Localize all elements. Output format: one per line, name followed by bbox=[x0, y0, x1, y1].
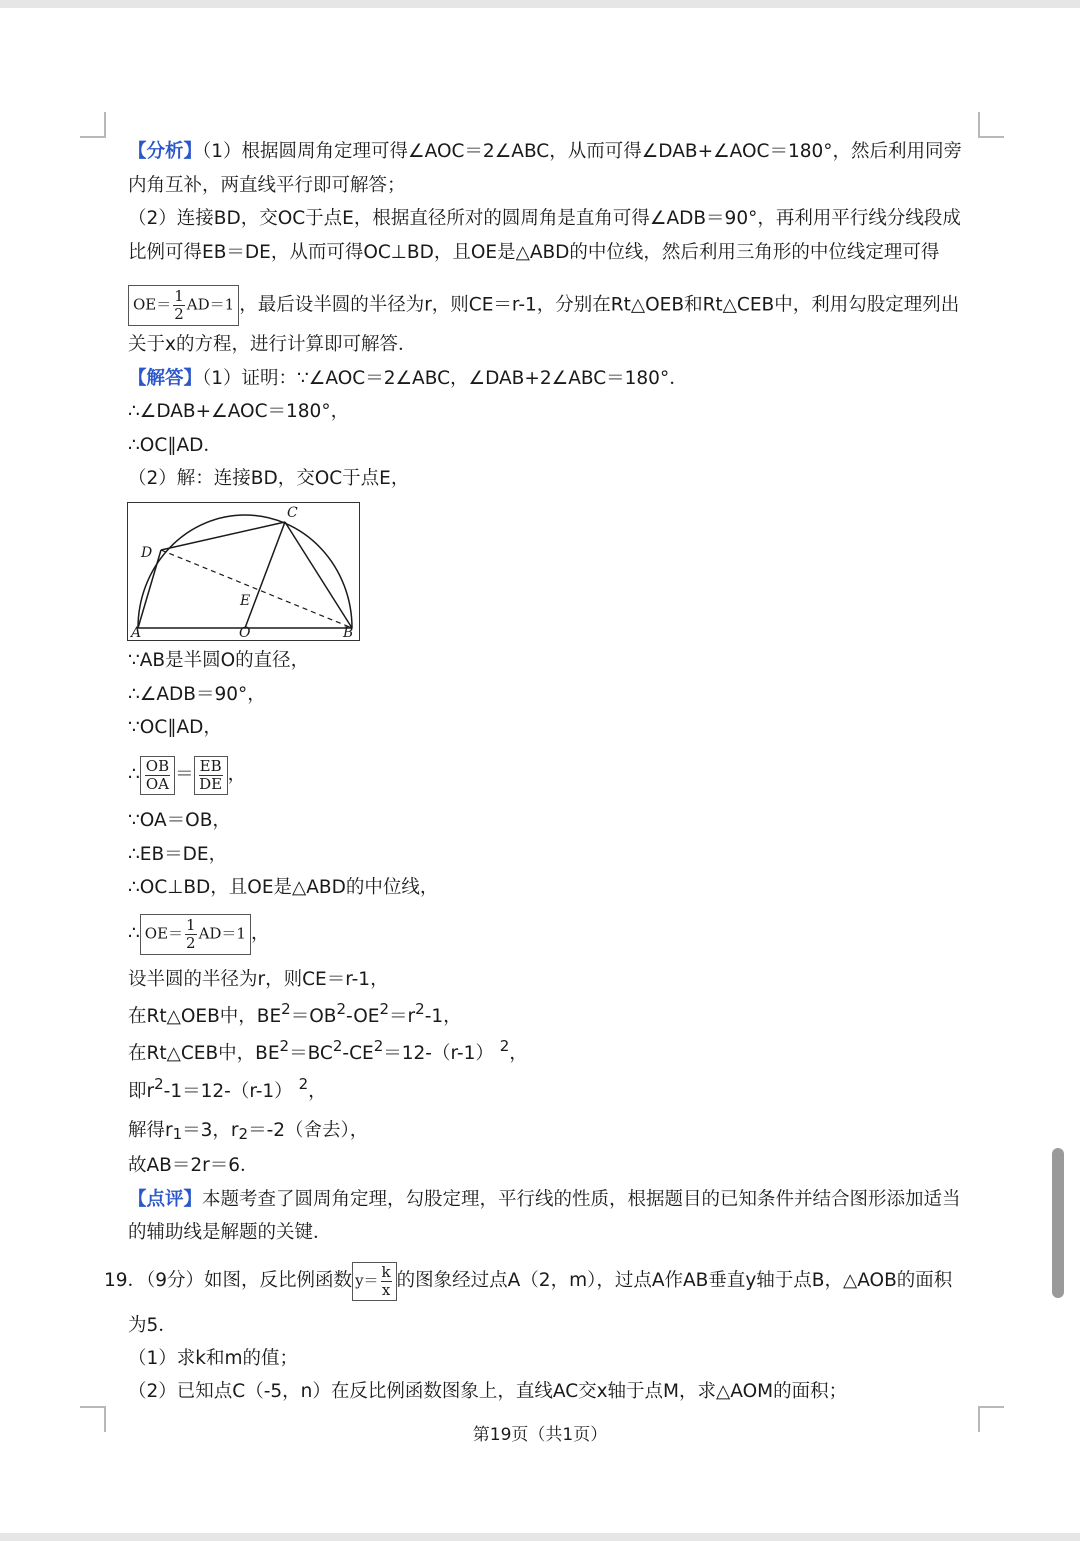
solution-line-6: ∴∠ADB＝90°， bbox=[128, 684, 266, 705]
question-19-sub-2: （2）已知点C（-5，n）在反比例函数图象上，直线AC交x轴于点M，求△AOM的面积； bbox=[128, 1381, 848, 1402]
analysis-line-6: 关于x的方程，进行计算即可解答． bbox=[128, 334, 417, 355]
question-19-line-1: 19．（9分）如图，反比例函数 y＝ $\frac{k}{x}$ 的图象经过点A（2，m），过点A作AB垂直y轴于点B，△AOB的面积 bbox=[104, 1262, 953, 1299]
solution-line-7: ∵OC∥AD， bbox=[128, 717, 222, 738]
analysis-tag: 【分析】 bbox=[128, 141, 203, 162]
analysis-line-2: 内角互补，两直线平行即可解答； bbox=[128, 175, 406, 196]
semicircle-arc bbox=[138, 515, 352, 628]
ratio-ob-oa: $\frac{OB}{OA}$ bbox=[140, 756, 175, 795]
comment-line-1: 【点评】本题考查了圆周角定理，勾股定理，平行线的性质，根据题目的已知条件并结合图形添加适当 bbox=[128, 1189, 961, 1210]
question-19-sub-1: （1）求k和m的值； bbox=[128, 1348, 299, 1369]
solution-line-14: 在Rt△CEB中，$BE^2=BC^2-CE^2=12-(r-1)$ $^2$， bbox=[128, 1037, 528, 1064]
solution-line-12: 设半圆的半径为r，则CE＝r-1， bbox=[128, 969, 389, 990]
function-y-k-over-x: y＝ $\frac{k}{x}$ bbox=[352, 1262, 397, 1301]
solution-line-2: ∴∠DAB+∠AOC＝180°， bbox=[128, 401, 350, 422]
segment-bd-dashed bbox=[161, 550, 352, 628]
analysis-line-3: （2）连接BD，交OC于点E，根据直径所对的圆周角是直角可得∠ADB＝90°，再利用平行线分线段成 bbox=[128, 208, 961, 229]
analysis-line-4: 比例可得EB＝DE，从而可得OC⊥BD，且OE是△ABD的中位线，然后利用三角形的中位线定理可得 bbox=[128, 242, 940, 263]
analysis-line-1: 【分析】（1）根据圆周角定理可得∠AOC＝2∠ABC，从而可得∠DAB+∠AOC＝180°，然后利用同旁 bbox=[128, 141, 963, 162]
solution-line-15: 即$r^2-1=12-(r-1)$ $^2$， bbox=[128, 1075, 327, 1102]
label-a: A bbox=[131, 625, 142, 640]
solution-line-4: （2）解：连接BD，交OC于点E， bbox=[128, 468, 410, 489]
page-footer: 第19页（共1页） bbox=[472, 1425, 608, 1445]
ratio-line: ∴ $\frac{OB}{OA}$ ＝ $\frac{EB}{DE}$ ， bbox=[128, 756, 247, 793]
solution-line-1: 【解答】（1）证明：∵∠AOC＝2∠ABC，∠DAB+2∠ABC＝180°． bbox=[128, 368, 688, 389]
comment-line-2: 的辅助线是解题的关键． bbox=[128, 1222, 332, 1243]
semicircle-figure bbox=[128, 503, 359, 640]
label-b: B bbox=[343, 625, 354, 640]
solution-line-5: ∵AB是半圆O的直径， bbox=[128, 650, 310, 671]
label-c: C bbox=[287, 505, 298, 521]
solution-line-11: ∴ OE＝ $\frac{1}{2}$ AD＝1 ， bbox=[128, 912, 270, 956]
crop-mark-top-left bbox=[80, 112, 106, 138]
segment-oc bbox=[245, 522, 285, 628]
label-o: O bbox=[239, 625, 251, 640]
label-d: D bbox=[141, 545, 153, 561]
segment-dc bbox=[161, 522, 285, 550]
analysis-line-5: OE＝ $\frac{1}{2}$ AD＝1 ，最后设半圆的半径为r，则CE＝r-1，分别在Rt△OEB和Rt△CEB中，利用勾股定理列出 bbox=[128, 285, 959, 326]
solution-line-17: 故AB＝2r＝6． bbox=[128, 1155, 259, 1176]
solution-line-3: ∴OC∥AD． bbox=[128, 435, 222, 456]
segment-ad bbox=[138, 550, 161, 628]
top-edge bbox=[0, 0, 1080, 8]
formula-oe-box: OE＝ $\frac{1}{2}$ AD＝1 bbox=[128, 285, 239, 326]
solution-line-13: 在Rt△OEB中，$BE^2=OB^2-OE^2=r^2-1$， bbox=[128, 1000, 462, 1027]
segment-cb bbox=[285, 522, 352, 628]
solution-line-10: ∴OC⊥BD，且OE是△ABD的中位线， bbox=[128, 877, 439, 898]
question-19-line-2: 为5． bbox=[128, 1315, 177, 1336]
solution-line-8: ∵OA＝OB， bbox=[128, 810, 231, 831]
bottom-edge bbox=[0, 1533, 1080, 1541]
solution-line-9: ∴EB＝DE， bbox=[128, 844, 228, 865]
solution-line-16: 解得$r_1=3$，$r_2=-2$（舍去）， bbox=[128, 1120, 369, 1143]
label-e: E bbox=[240, 593, 251, 609]
formula-oe-box-2: OE＝ $\frac{1}{2}$ AD＝1 bbox=[140, 914, 251, 955]
crop-mark-top-right bbox=[978, 112, 1004, 138]
solution-tag: 【解答】 bbox=[128, 368, 203, 389]
comment-tag: 【点评】 bbox=[128, 1189, 203, 1210]
scrollbar-thumb[interactable] bbox=[1052, 1148, 1064, 1298]
ratio-eb-de: $\frac{EB}{DE}$ bbox=[194, 756, 228, 795]
semicircle-diagram bbox=[127, 502, 360, 641]
